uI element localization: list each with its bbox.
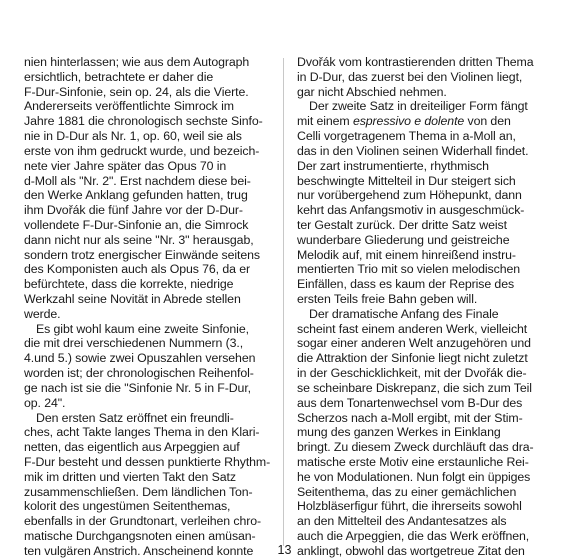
- text-line: Andererseits veröffentlichte Simrock im: [24, 99, 234, 114]
- text-line: Werkzahl seine Novität in Abrede stellen: [24, 292, 241, 306]
- text-line: wunderbare Gliederung und geistreiche: [297, 232, 510, 247]
- left-column: [24, 55, 272, 559]
- text-line: ihm Dvořák die fünf Jahre vor der D-Dur-: [24, 203, 243, 218]
- text-line: das in den Violinen seinen Widerhall findet.: [297, 143, 529, 158]
- text-line: in D-Dur, das zuerst bei den Violinen liegt,: [297, 69, 523, 84]
- text-line: kolorit des ungestümen Seitenthemas,: [24, 499, 231, 514]
- text-line: bringt. Zu diesem Zweck durchläuft das dra-: [297, 440, 534, 455]
- text-line: befürchtete, dass die korrekte, niedrige: [24, 277, 234, 292]
- page-number: 13: [277, 543, 292, 557]
- text-line: matische erste Motiv eine erstaunliche Rei-: [297, 454, 529, 469]
- text-line: Dvořák vom kontrastierenden dritten Thema: [297, 55, 534, 69]
- text-line: vollendete F-Dur-Sinfonie an, die Simrock: [24, 217, 249, 232]
- text-line: ersten Teils freie Bahn geben will.: [297, 292, 478, 306]
- text-line: Melodik auf, mit einem hinreißend instru-: [297, 247, 516, 262]
- text-line: die mit drei verschiedenen Nummern (3.,: [24, 336, 244, 351]
- text-line: ches, acht Takte langes Thema in den Klari-: [24, 425, 260, 440]
- text-line: Holzbläserfigur führt, die ihrerseits sowohl: [297, 499, 522, 514]
- text-line: die Attraktion der Sinfonie liegt nicht zuletzt: [297, 351, 528, 366]
- text-line: 4.und 5.) sowie zwei Opuszahlen versehen: [24, 351, 256, 366]
- text-line: ten vulgären Anstrich. Anscheinend konnte: [24, 543, 254, 558]
- text-line: sondern trotz energischer Einwände seitens: [24, 247, 260, 262]
- italic-term: espressivo e dolente: [352, 114, 465, 129]
- text-line: werde.: [24, 306, 61, 321]
- text-line: matische Durchgangsnoten einen amüsan-: [24, 529, 256, 543]
- text-line: ebenfalls in der Grundtonart, verleihen chro-: [24, 514, 262, 529]
- text-line: Der dramatische Anfang des Finale: [309, 306, 499, 321]
- text-line: scheint fast einem anderen Werk, vielleicht: [297, 321, 528, 336]
- text-line: op. 24".: [24, 395, 66, 410]
- right-column: [297, 55, 545, 559]
- text-line: beschwingte Mittelteil in Dur steigert sich: [297, 173, 516, 188]
- text-line: Der zweite Satz in dreiteiliger Form fängt: [309, 99, 528, 114]
- text-line: Jahre 1881 die chronologisch sechste Sinfo-: [24, 114, 263, 129]
- text-line: in der Geschicklichkeit, mit der Dvořák die-: [297, 366, 527, 381]
- text-line: Einfällen, dass es kaum der Reprise des: [297, 277, 515, 292]
- text-line: ge nach ist sie die "Sinfonie Nr. 5 in F-Dur,: [24, 380, 251, 395]
- text-line: mit einem espressivo e dolente von den: [297, 114, 511, 129]
- text-line: he von Modulationen. Nun folgt ein üppiges: [297, 469, 531, 484]
- text-line: Celli vorgetragenem Thema in a-Moll an,: [297, 129, 516, 144]
- text-line: d-Moll als "Nr. 2". Erst nachdem diese bei-: [24, 173, 251, 188]
- text-line: erste von ihm gedruckt wurde, und bezeich-: [24, 143, 260, 158]
- text-line: F-Dur-Sinfonie, sein op. 24, als die Vierte.: [24, 84, 249, 99]
- text-line: auch die Arpeggien, die das Werk eröffnen,: [297, 529, 530, 543]
- text-line: sogar einer anderen Welt anzugehören und: [297, 336, 531, 351]
- text-line: den Werke Anklang gefunden hatten, trug: [24, 188, 248, 203]
- text-line: nien hinterlassen; wie aus dem Autograph: [24, 55, 250, 69]
- text-line: Der zart instrumentierte, rhythmisch: [297, 158, 489, 173]
- text-line: nete vier Jahre später das Opus 70 in: [24, 158, 227, 173]
- text-line: anklingt, obwohl das wortgetreue Zitat den: [297, 543, 525, 558]
- text-line: Seitenthema, das zu einer gemächlichen: [297, 484, 517, 499]
- text-line: zusammenschließen. Dem ländlichen Ton-: [24, 484, 253, 499]
- text-line: gar nicht Abschied nehmen.: [297, 84, 447, 99]
- text-line: des Komponisten auch als Opus 76, da er: [24, 262, 250, 277]
- text-line: nur vorübergehend zum Höhepunkt, dann: [297, 188, 522, 203]
- text-line: ersichtlich, betrachtete er daher die: [24, 69, 214, 84]
- text-line: Scherzos nach a-Moll ergibt, mit der Stim-: [297, 410, 523, 425]
- text-line: se scheinbare Diskrepanz, die sich zum Teil: [297, 380, 532, 395]
- text-line: nie in D-Dur als Nr. 1, op. 60, weil sie als: [24, 129, 242, 144]
- text-line: kehrt das Anfangsmotiv in ausgeschmück-: [297, 203, 525, 218]
- text-line: aus dem Tonartenwechsel vom B-Dur des: [297, 395, 523, 410]
- text-line: an den Mittelteil des Andantesatzes als: [297, 514, 507, 529]
- text-line: mung des ganzen Werkes in Einklang: [297, 425, 501, 440]
- text-line: F-Dur besteht und dessen punktierte Rhythm-: [24, 454, 271, 469]
- text-line: netten, das eigentlich aus Arpeggien auf: [24, 440, 240, 455]
- text-line: Es gibt wohl kaum eine zweite Sinfonie,: [36, 321, 249, 336]
- text-line: worden ist; der chronologischen Reihenfol-: [24, 366, 254, 381]
- text-line: mentierten Trio mit so vielen melodischen: [297, 262, 520, 277]
- column-divider: [283, 58, 284, 546]
- text-line: Den ersten Satz eröffnet ein freundli-: [36, 410, 234, 425]
- text-line: mik im dritten und vierten Takt den Satz: [24, 469, 236, 484]
- text-line: dann nicht nur als seine "Nr. 3" herausgab,: [24, 232, 254, 247]
- text-line: ter Gestalt zurück. Der dritte Satz weist: [297, 217, 507, 232]
